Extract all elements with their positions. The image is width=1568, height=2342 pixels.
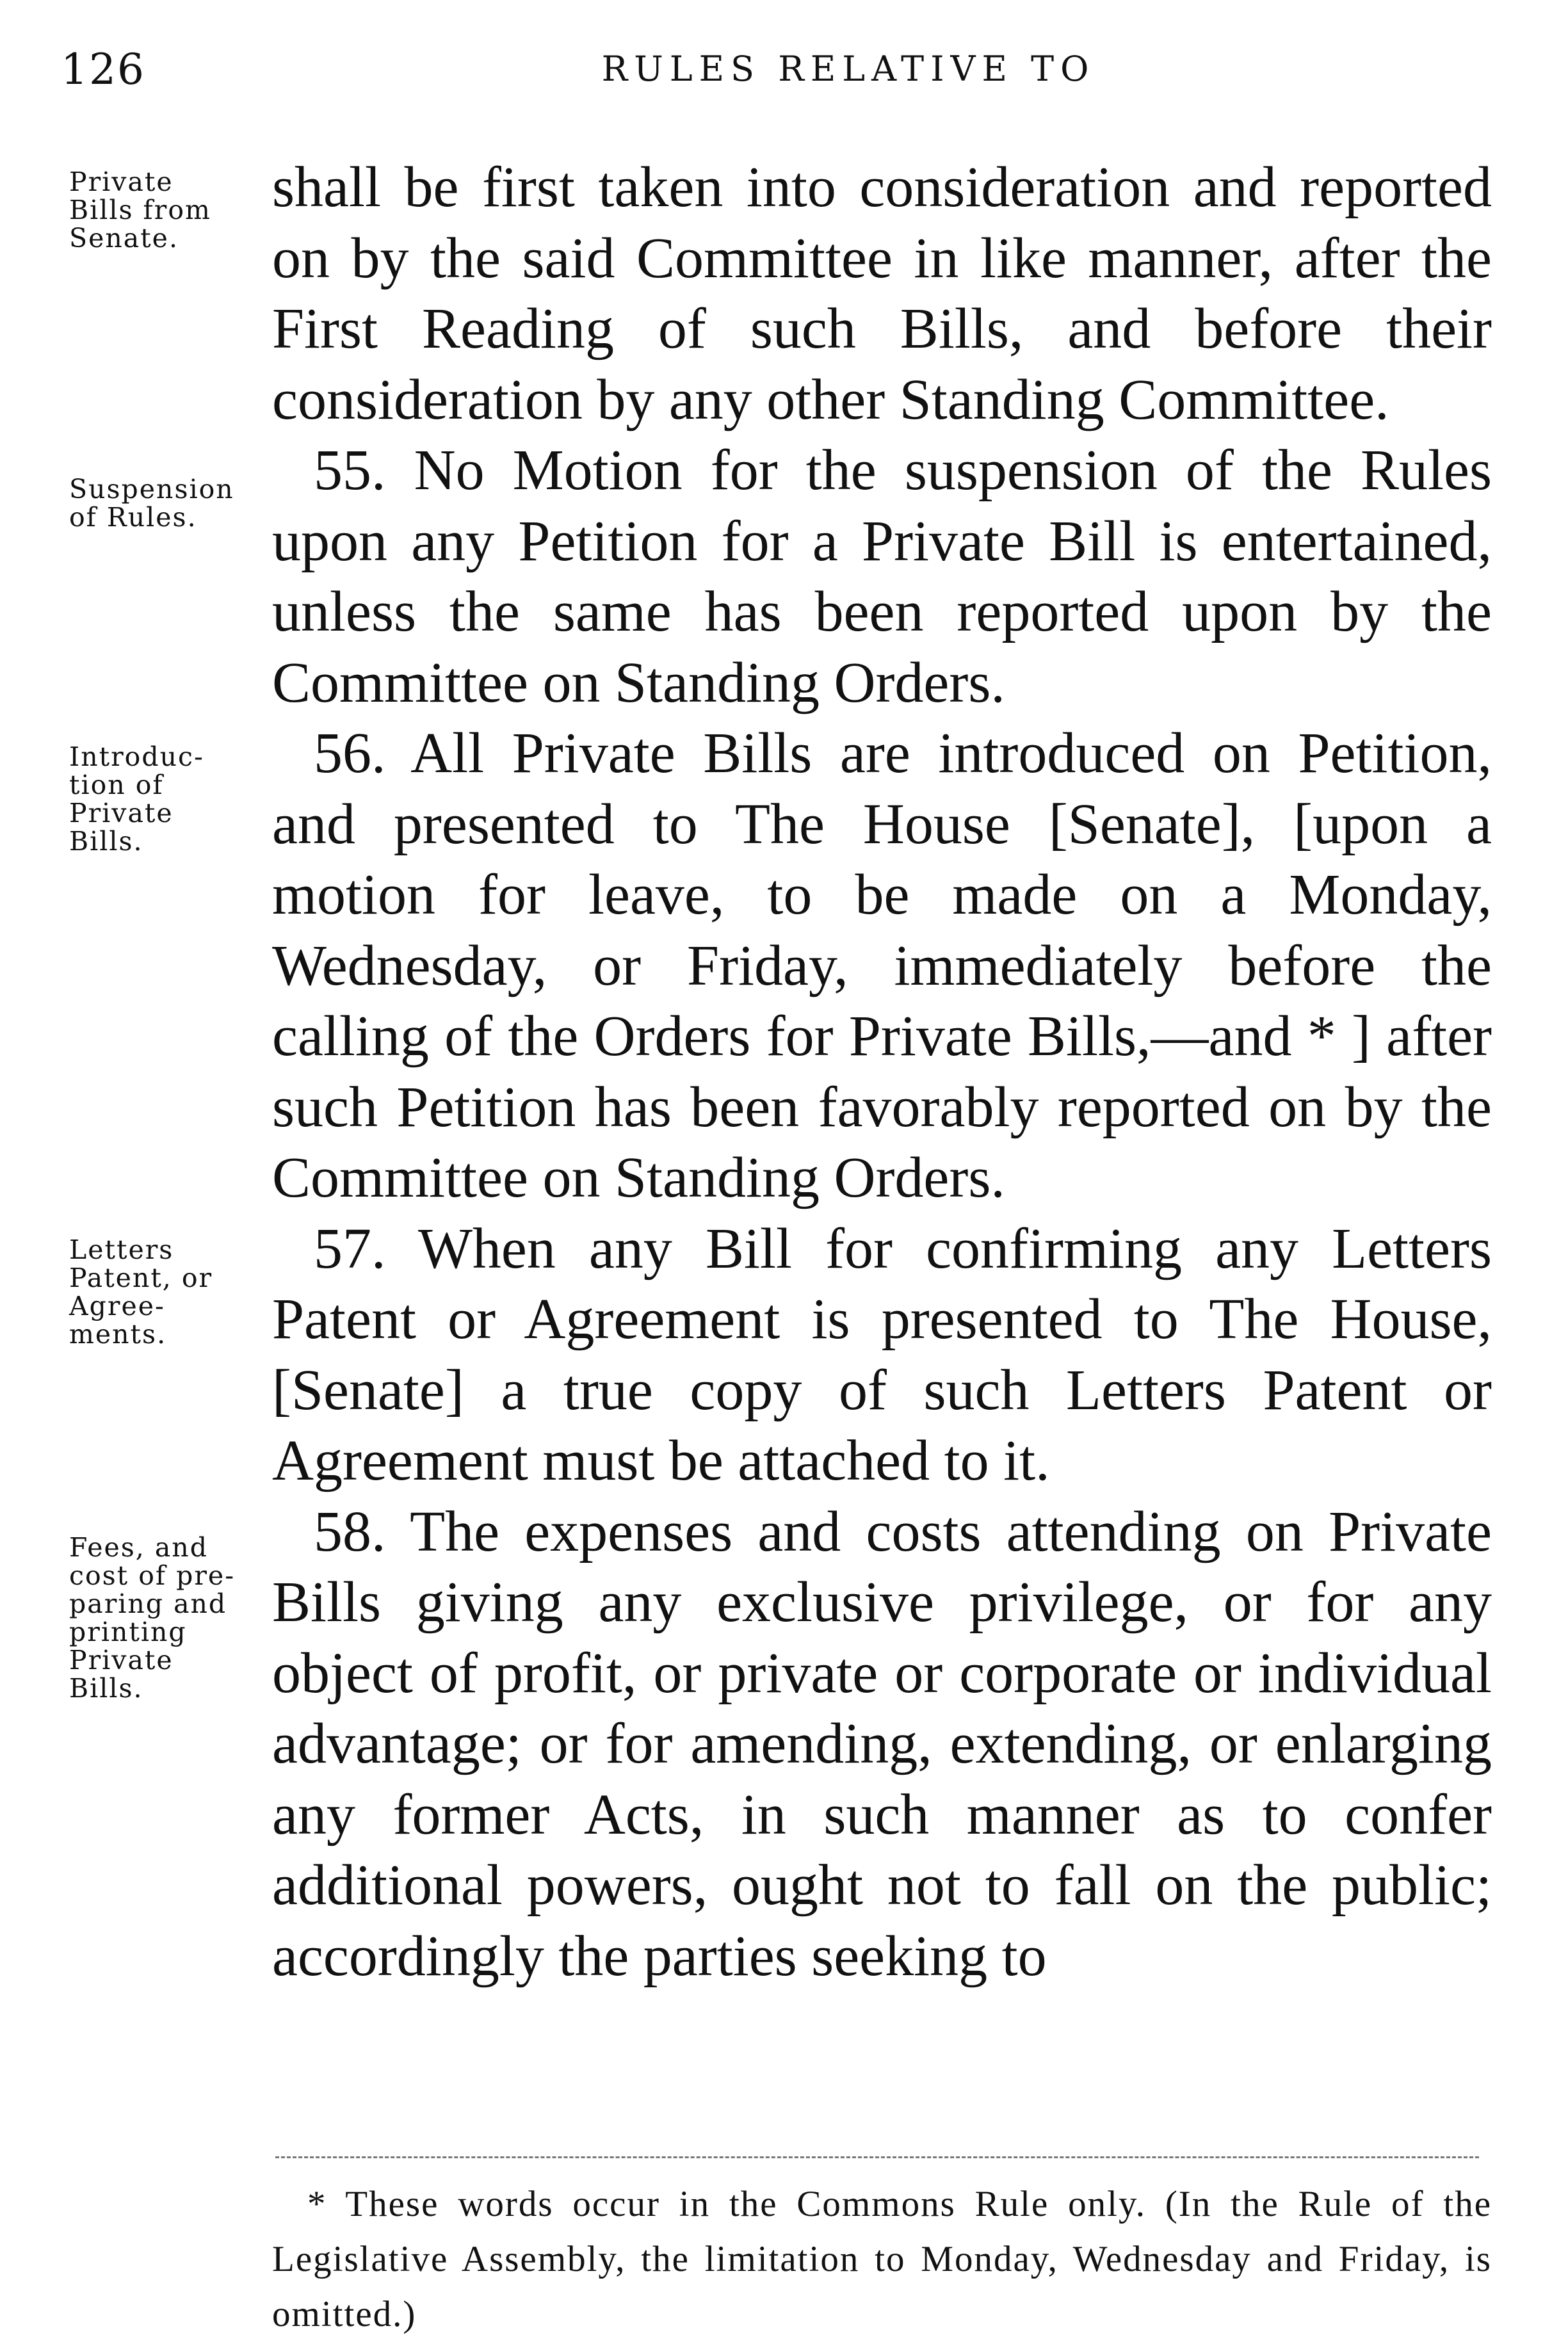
rule-58: 58. The expenses and costs attending on Private Bills giving any exclusive privilege, or for any object of profit, or private or corporate or individual advantage; or for amending, extending, or enlarging any former Acts, in such manner as to confer additional powers, ought not to fall on the public; accordingly the parties seeking to bbox=[272, 1499, 1492, 1988]
footnote: * These words occur in the Commons Rule only. (In the Rule of the Legislative Assembly, the limitation to Monday, Wednesday and Friday, is omitted.) bbox=[272, 2184, 1492, 2334]
page-header bbox=[61, 45, 1495, 109]
paragraph-continuation: shall be first taken into consideration and reported on by the said Committee in like manner, after the First Reading of such Bills, and before their consideration by any other Standing Committee. bbox=[272, 156, 1492, 432]
rule-56: 56. All Private Bills are introduced on Petition, and presented to The House [Senate], [upon a motion for leave, to be made on a Monday, Wednesday, or Friday, immediately before the calling of the Orders for Private Bills,—and * ] after such Petition has been favorably reported on by the Committee on Standing Orders. bbox=[272, 722, 1492, 1209]
page-number: 126 bbox=[61, 45, 145, 94]
margin-note-fees-and-costs: Fees, and cost of pre- paring and printing Private Bills. bbox=[69, 1532, 236, 1704]
margin-note-suspension-of-rules: Suspension of Rules. bbox=[69, 474, 234, 533]
footnote-divider bbox=[275, 2156, 1479, 2158]
rule-57: 57. When any Bill for confirming any Letters Patent or Agreement is presented to The House, [Senate] a true copy of such Letters Patent or Agreement must be attached to it. bbox=[272, 1216, 1492, 1492]
margin-note-letters-patent: Letters Patent, or Agree- ments. bbox=[69, 1234, 213, 1350]
margin-note-private-bills-from-senate: Private Bills from Senate. bbox=[69, 166, 211, 254]
running-title: RULES RELATIVE TO bbox=[601, 49, 1095, 89]
margin-note-introduction-of-private-bills: Introduc- tion of Private Bills. bbox=[69, 741, 204, 857]
rule-55: 55. No Motion for the suspension of the Rules upon any Petition for a Private Bill is entertained, unless the same has been reported upon by the Committee on Standing Orders. bbox=[272, 439, 1492, 715]
body-text bbox=[272, 152, 1492, 1992]
